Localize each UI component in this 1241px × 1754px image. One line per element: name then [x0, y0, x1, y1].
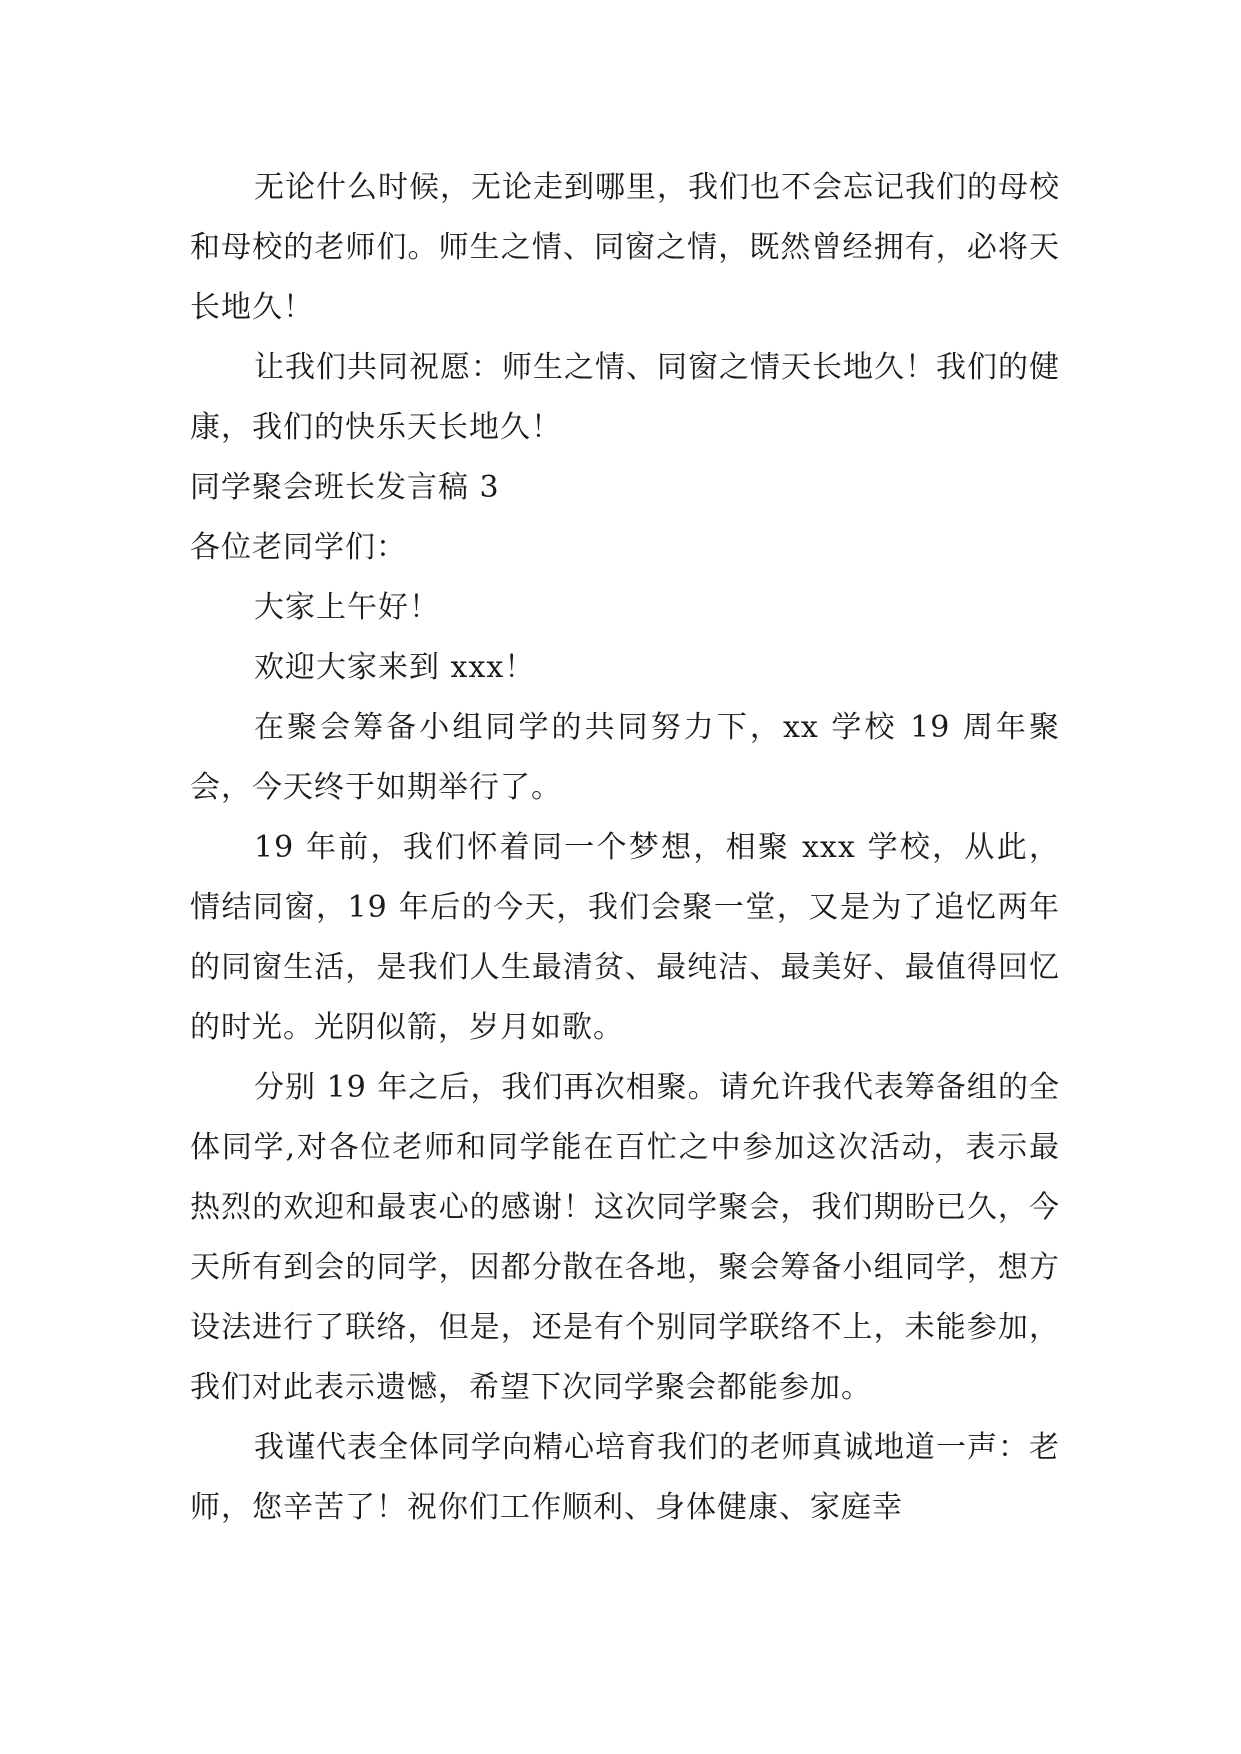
paragraph-reunion-held: 在聚会筹备小组同学的共同努力下，xx 学校 19 周年聚会，今天终于如期举行了。 [190, 710, 1060, 805]
paragraph-thanks: 分别 19 年之后，我们再次相聚。请允许我代表筹备组的全体同学,对各位老师和同学能在百忙之中参加这次活动，表示最热烈的欢迎和最衷心的感谢！这次同学聚会，我们期盼已久，今天所有到会的同学，因都分散在各地，聚会筹备小组同学，想方设法进行了联络，但是，还是有个别同学联络不上，未能参加，我们对此表示遗憾，希望下次同学聚会都能参加。 [190, 1070, 1060, 1405]
paragraph-closing-wish: 无论什么时候，无论走到哪里，我们也不会忘记我们的母校和母校的老师们。师生之情、同窗之情，既然曾经拥有，必将天长地久！ [190, 170, 1060, 325]
paragraph-blessing: 让我们共同祝愿：师生之情、同窗之情天长地久！我们的健康，我们的快乐天长地久！ [190, 350, 1060, 445]
paragraph-memories: 19 年前，我们怀着同一个梦想，相聚 xxx 学校，从此，情结同窗，19 年后的今天，我们会聚一堂，又是为了追忆两年的同窗生活，是我们人生最清贫、最纯洁、最美好、最值得回忆的时光。光阴似箭，岁月如歌。 [190, 830, 1060, 1045]
section-heading: 同学聚会班长发言稿 3 [190, 470, 500, 505]
document-body [190, 158, 1060, 1538]
paragraph-greeting: 大家上午好！ [254, 590, 440, 625]
paragraph-teachers: 我谨代表全体同学向精心培育我们的老师真诚地道一声：老师，您辛苦了！祝你们工作顺利、身体健康、家庭幸 [190, 1430, 1060, 1525]
salutation: 各位老同学们： [190, 530, 407, 565]
paragraph-welcome: 欢迎大家来到 xxx！ [254, 650, 536, 685]
